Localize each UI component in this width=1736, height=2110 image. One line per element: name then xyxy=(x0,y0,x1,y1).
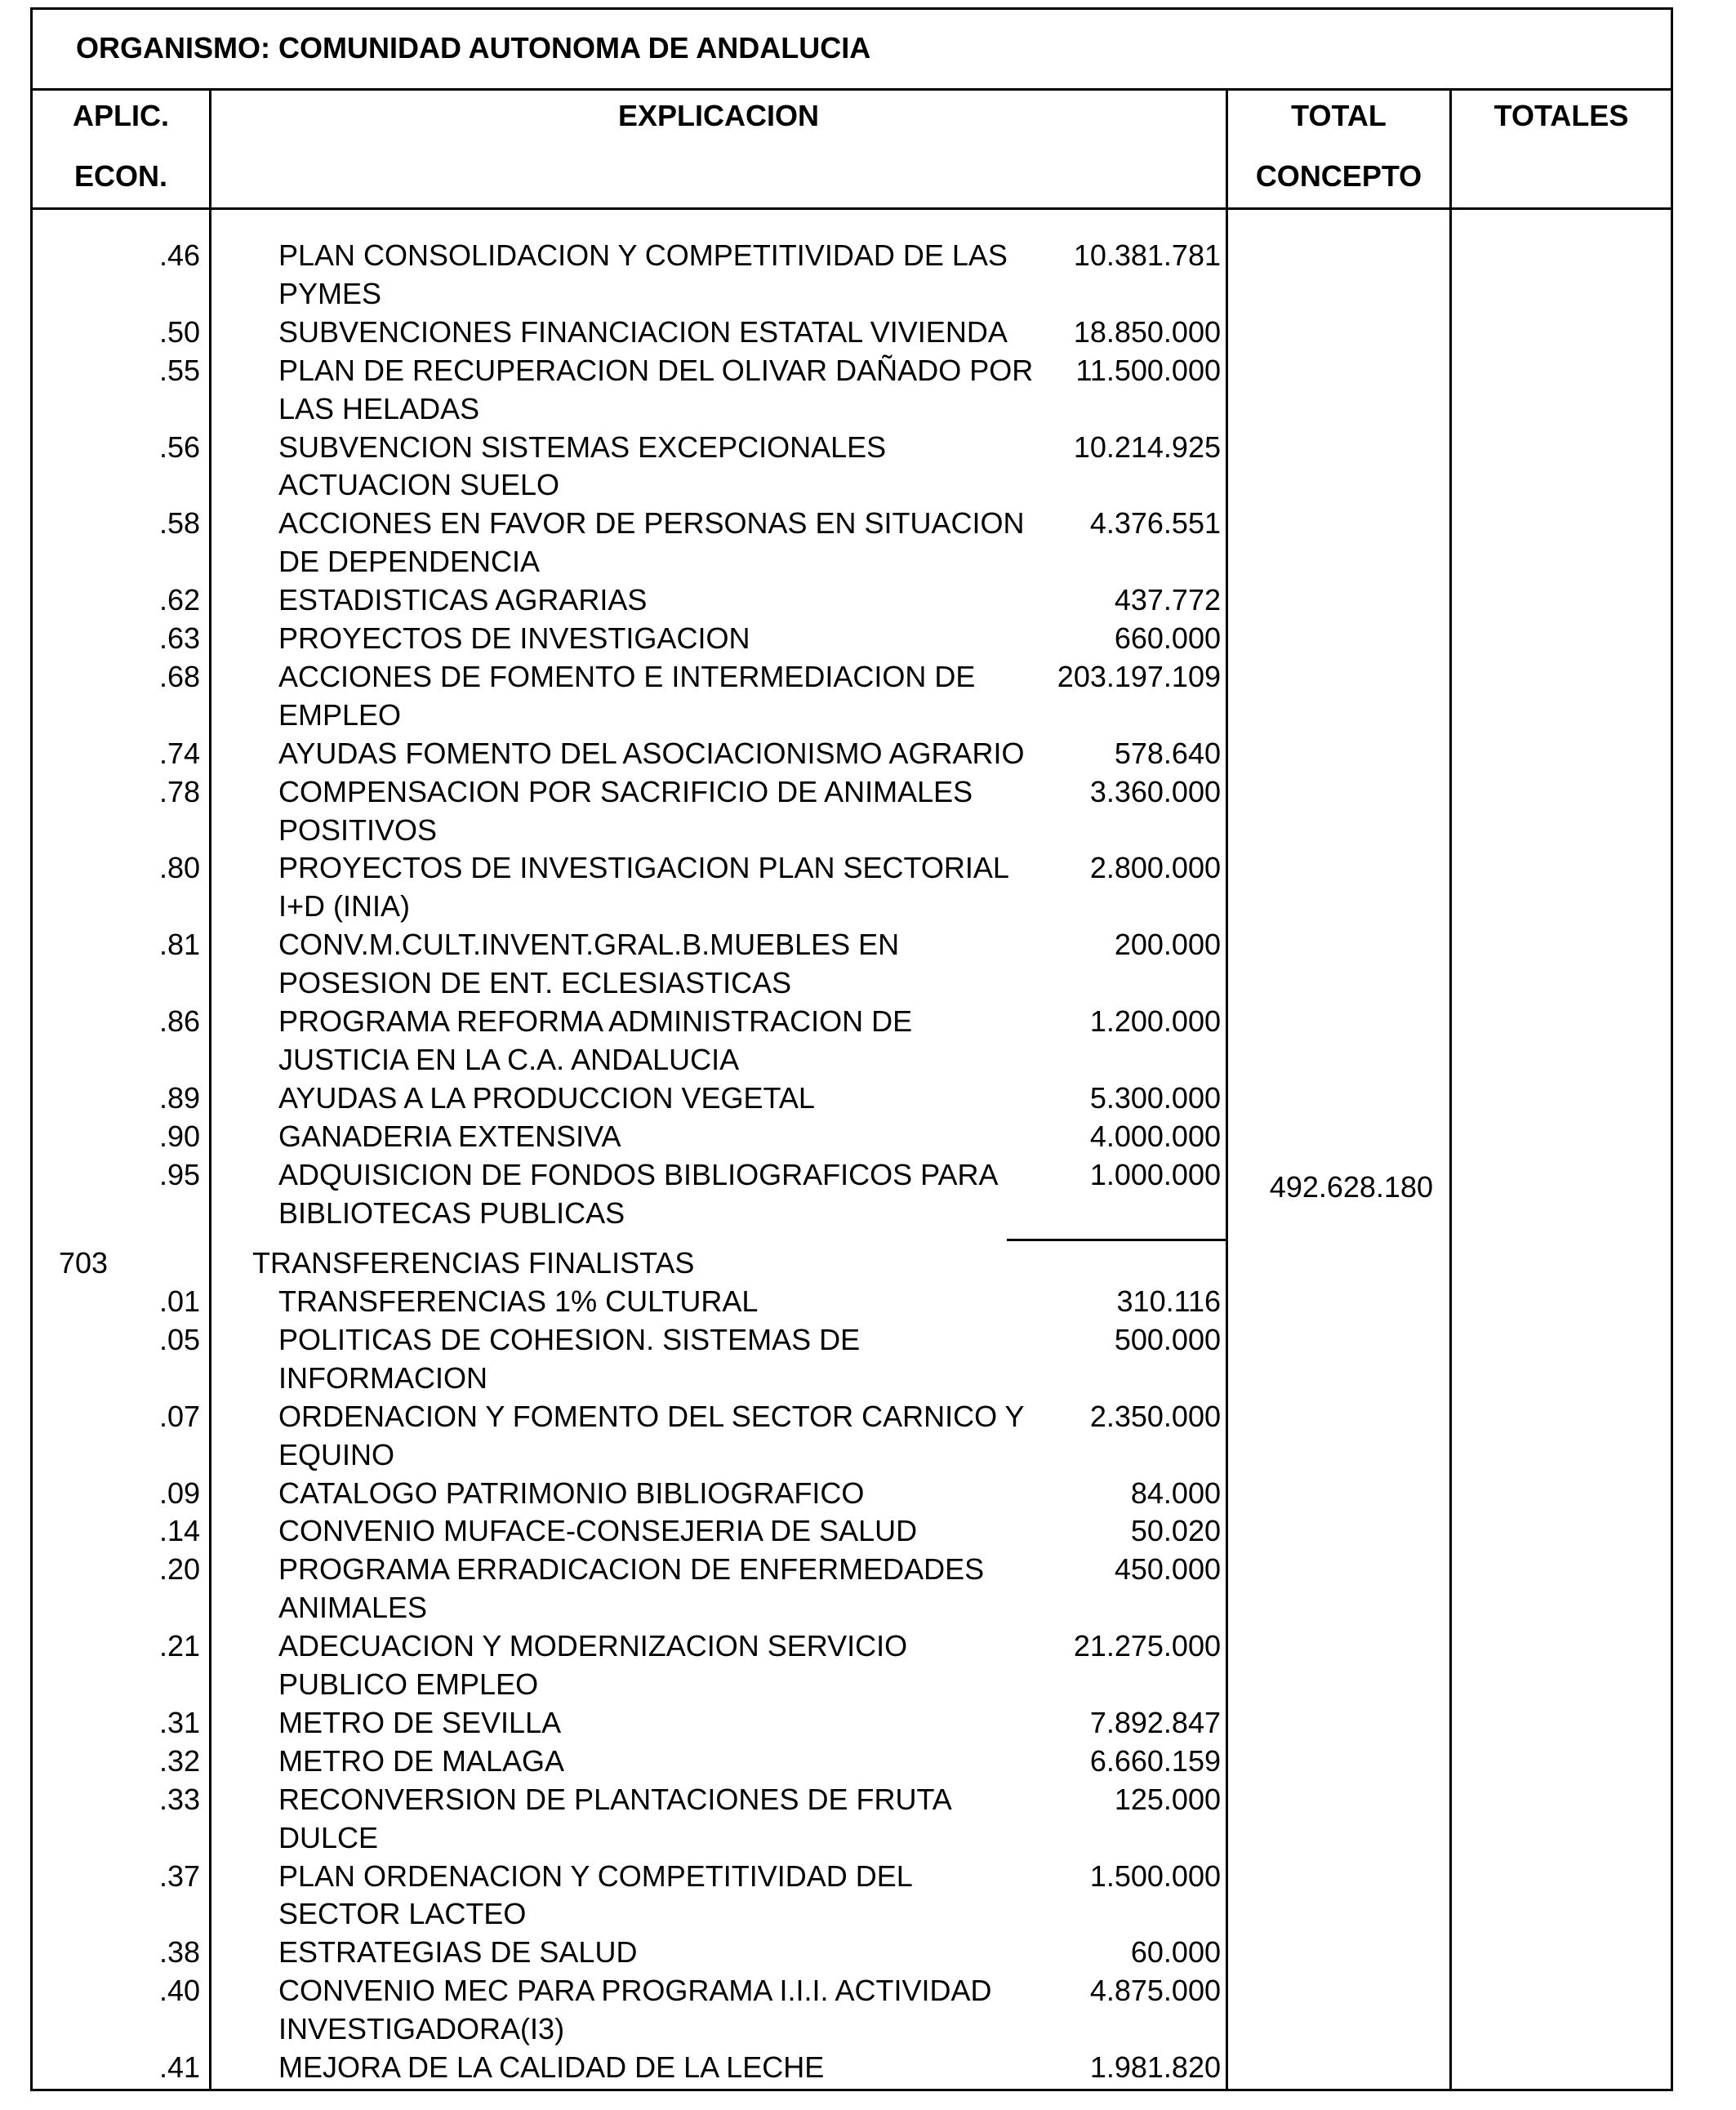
row-amount: 50.020 xyxy=(1130,1514,1221,1548)
row-description: SUBVENCIONES FINANCIACION ESTATAL VIVIENDA xyxy=(278,314,1008,349)
row-description: POSESION DE ENT. ECLESIASTICAS xyxy=(278,966,792,1000)
budget-table xyxy=(30,7,1673,2091)
row-amount: 200.000 xyxy=(1114,928,1221,962)
row-description: TRANSFERENCIAS 1% CULTURAL xyxy=(278,1284,759,1318)
row-description: PUBLICO EMPLEO xyxy=(278,1667,539,1701)
row-code: .95 xyxy=(158,1157,200,1191)
row-amount: 1.000.000 xyxy=(1089,1157,1221,1191)
row-code: .05 xyxy=(158,1322,200,1356)
row-code: .62 xyxy=(158,583,200,617)
row-description: ORDENACION Y FOMENTO DEL SECTOR CARNICO Y xyxy=(278,1399,1025,1433)
row-description: ANIMALES xyxy=(278,1591,428,1625)
section-code: 703 xyxy=(59,1246,109,1280)
row-code: .74 xyxy=(158,736,200,770)
row-amount: 3.360.000 xyxy=(1089,774,1221,808)
row-amount: 2.800.000 xyxy=(1089,851,1221,885)
row-description: CONV.M.CULT.INVENT.GRAL.B.MUEBLES EN xyxy=(278,928,900,962)
row-amount: 578.640 xyxy=(1114,736,1221,770)
row-amount: 1.500.000 xyxy=(1089,1858,1221,1893)
row-code: .68 xyxy=(158,659,200,693)
row-code: .50 xyxy=(158,314,200,349)
row-amount: 203.197.109 xyxy=(1057,659,1221,693)
row-amount: 310.116 xyxy=(1116,1284,1221,1318)
row-code: .90 xyxy=(158,1119,200,1153)
row-amount: 11.500.000 xyxy=(1075,353,1221,387)
row-code: .09 xyxy=(158,1476,200,1510)
row-amount: 18.850.000 xyxy=(1073,314,1221,349)
row-code: .32 xyxy=(158,1743,200,1778)
row-code: .37 xyxy=(158,1858,200,1893)
column-divider-1 xyxy=(209,88,211,2091)
row-amount: 10.381.781 xyxy=(1073,238,1221,272)
row-amount: 500.000 xyxy=(1114,1322,1221,1356)
row-description: CONVENIO MUFACE-CONSEJERIA DE SALUD xyxy=(278,1514,918,1548)
row-description: LAS HELADAS xyxy=(278,391,480,425)
row-amount: 21.275.000 xyxy=(1073,1629,1221,1663)
row-description: PROGRAMA REFORMA ADMINISTRACION DE xyxy=(278,1004,913,1038)
row-description: PROGRAMA ERRADICACION DE ENFERMEDADES xyxy=(278,1552,985,1587)
row-description: SECTOR LACTEO xyxy=(278,1897,527,1931)
row-description: PROYECTOS DE INVESTIGACION xyxy=(278,621,750,655)
row-description: DULCE xyxy=(278,1820,379,1854)
row-code: .21 xyxy=(158,1629,200,1663)
header-aplic: APLIC. xyxy=(72,99,169,132)
header-econ: ECON. xyxy=(73,159,167,193)
row-code: .14 xyxy=(158,1514,200,1548)
row-amount: 10.214.925 xyxy=(1073,430,1221,464)
section-title: TRANSFERENCIAS FINALISTAS xyxy=(252,1246,695,1280)
row-amount: 1.981.820 xyxy=(1089,2050,1221,2084)
row-description: PROYECTOS DE INVESTIGACION PLAN SECTORIAL xyxy=(278,851,1009,885)
row-amount: 5.300.000 xyxy=(1089,1080,1221,1115)
table-border-bottom xyxy=(30,2089,1673,2091)
header-total: TOTAL xyxy=(1291,99,1387,132)
row-description: PLAN CONSOLIDACION Y COMPETITIVIDAD DE LAS xyxy=(278,238,1008,272)
row-code: .81 xyxy=(158,928,200,962)
row-amount: 1.200.000 xyxy=(1089,1004,1221,1038)
row-description: ADQUISICION DE FONDOS BIBLIOGRAFICOS PARA xyxy=(278,1157,999,1191)
row-description: GANADERIA EXTENSIVA xyxy=(278,1119,621,1153)
row-description: DE DEPENDENCIA xyxy=(278,545,541,579)
row-description: PYMES xyxy=(278,276,382,310)
row-code: .40 xyxy=(158,1974,200,2008)
row-code: .86 xyxy=(158,1004,200,1038)
row-amount: 660.000 xyxy=(1114,621,1221,655)
row-description: POLITICAS DE COHESION. SISTEMAS DE xyxy=(278,1322,861,1356)
row-amount: 125.000 xyxy=(1114,1782,1221,1816)
row-description: COMPENSACION POR SACRIFICIO DE ANIMALES xyxy=(278,774,973,808)
row-code: .58 xyxy=(158,506,200,541)
row-description: POSITIVOS xyxy=(278,812,438,847)
row-description: CONVENIO MEC PARA PROGRAMA I.I.I. ACTIVIDAD xyxy=(278,1974,992,2008)
row-description: PLAN DE RECUPERACION DEL OLIVAR DAÑADO POR xyxy=(278,353,1034,387)
table-border-top xyxy=(30,7,1673,10)
row-amount: 2.350.000 xyxy=(1089,1399,1221,1433)
row-amount: 4.376.551 xyxy=(1089,506,1221,541)
subtotal-rule xyxy=(1007,1239,1226,1241)
header-concepto: CONCEPTO xyxy=(1255,159,1422,193)
row-description: EMPLEO xyxy=(278,697,402,732)
row-amount: 437.772 xyxy=(1114,583,1221,617)
row-amount: 4.875.000 xyxy=(1089,1974,1221,2008)
row-code: .41 xyxy=(158,2050,200,2084)
row-code: .07 xyxy=(158,1399,200,1433)
row-description: INFORMACION xyxy=(278,1360,487,1395)
row-amount: 6.660.159 xyxy=(1089,1743,1221,1778)
row-code: .63 xyxy=(158,621,200,655)
row-description: ESTRATEGIAS DE SALUD xyxy=(278,1935,638,1970)
row-code: .46 xyxy=(158,238,200,272)
row-code: .78 xyxy=(158,774,200,808)
row-description: JUSTICIA EN LA C.A. ANDALUCIA xyxy=(278,1042,740,1076)
header-totales: TOTALES xyxy=(1493,99,1629,132)
header-bottom-divider xyxy=(30,207,1673,210)
row-amount: 84.000 xyxy=(1130,1476,1221,1510)
row-amount: 7.892.847 xyxy=(1089,1705,1221,1739)
row-code: .20 xyxy=(158,1552,200,1587)
header-divider xyxy=(30,88,1673,91)
row-description: EQUINO xyxy=(278,1437,395,1471)
row-description: ESTADISTICAS AGRARIAS xyxy=(278,583,648,617)
row-description: BIBLIOTECAS PUBLICAS xyxy=(278,1195,625,1230)
row-description: METRO DE MALAGA xyxy=(278,1743,565,1778)
row-description: MEJORA DE LA CALIDAD DE LA LECHE xyxy=(278,2050,825,2084)
row-code: .56 xyxy=(158,430,200,464)
row-description: CATALOGO PATRIMONIO BIBLIOGRAFICO xyxy=(278,1476,865,1510)
organismo-title: ORGANISMO: COMUNIDAD AUTONOMA DE ANDALUCIA xyxy=(76,31,871,65)
row-code: .89 xyxy=(158,1080,200,1115)
row-description: AYUDAS FOMENTO DEL ASOCIACIONISMO AGRARIO xyxy=(278,736,1025,770)
table-border-right xyxy=(1671,7,1673,2091)
row-code: .80 xyxy=(158,851,200,885)
row-description: METRO DE SEVILLA xyxy=(278,1705,562,1739)
row-description: ACTUACION SUELO xyxy=(278,468,560,502)
column-divider-3 xyxy=(1449,88,1452,2091)
row-description: SUBVENCION SISTEMAS EXCEPCIONALES xyxy=(278,430,887,464)
row-description: ACCIONES EN FAVOR DE PERSONAS EN SITUACION xyxy=(278,506,1025,541)
row-code: .55 xyxy=(158,353,200,387)
row-amount: 60.000 xyxy=(1130,1935,1221,1970)
row-code: .31 xyxy=(158,1705,200,1739)
row-description: RECONVERSION DE PLANTACIONES DE FRUTA xyxy=(278,1782,952,1816)
row-description: INVESTIGADORA(I3) xyxy=(278,2012,565,2046)
row-description: AYUDAS A LA PRODUCCION VEGETAL xyxy=(278,1080,815,1115)
row-description: ADECUACION Y MODERNIZACION SERVICIO xyxy=(278,1629,908,1663)
row-code: .01 xyxy=(158,1284,200,1318)
row-code: .38 xyxy=(158,1935,200,1970)
row-amount: 450.000 xyxy=(1114,1552,1221,1587)
total-concepto-value: 492.628.180 xyxy=(1269,1170,1433,1204)
row-description: I+D (INIA) xyxy=(278,889,411,924)
row-amount: 4.000.000 xyxy=(1089,1119,1221,1153)
row-description: PLAN ORDENACION Y COMPETITIVIDAD DEL xyxy=(278,1858,913,1893)
header-explicacion: EXPLICACION xyxy=(617,99,820,132)
row-description: ACCIONES DE FOMENTO E INTERMEDIACION DE xyxy=(278,659,976,693)
row-code: .33 xyxy=(158,1782,200,1816)
column-divider-2 xyxy=(1226,88,1228,2091)
